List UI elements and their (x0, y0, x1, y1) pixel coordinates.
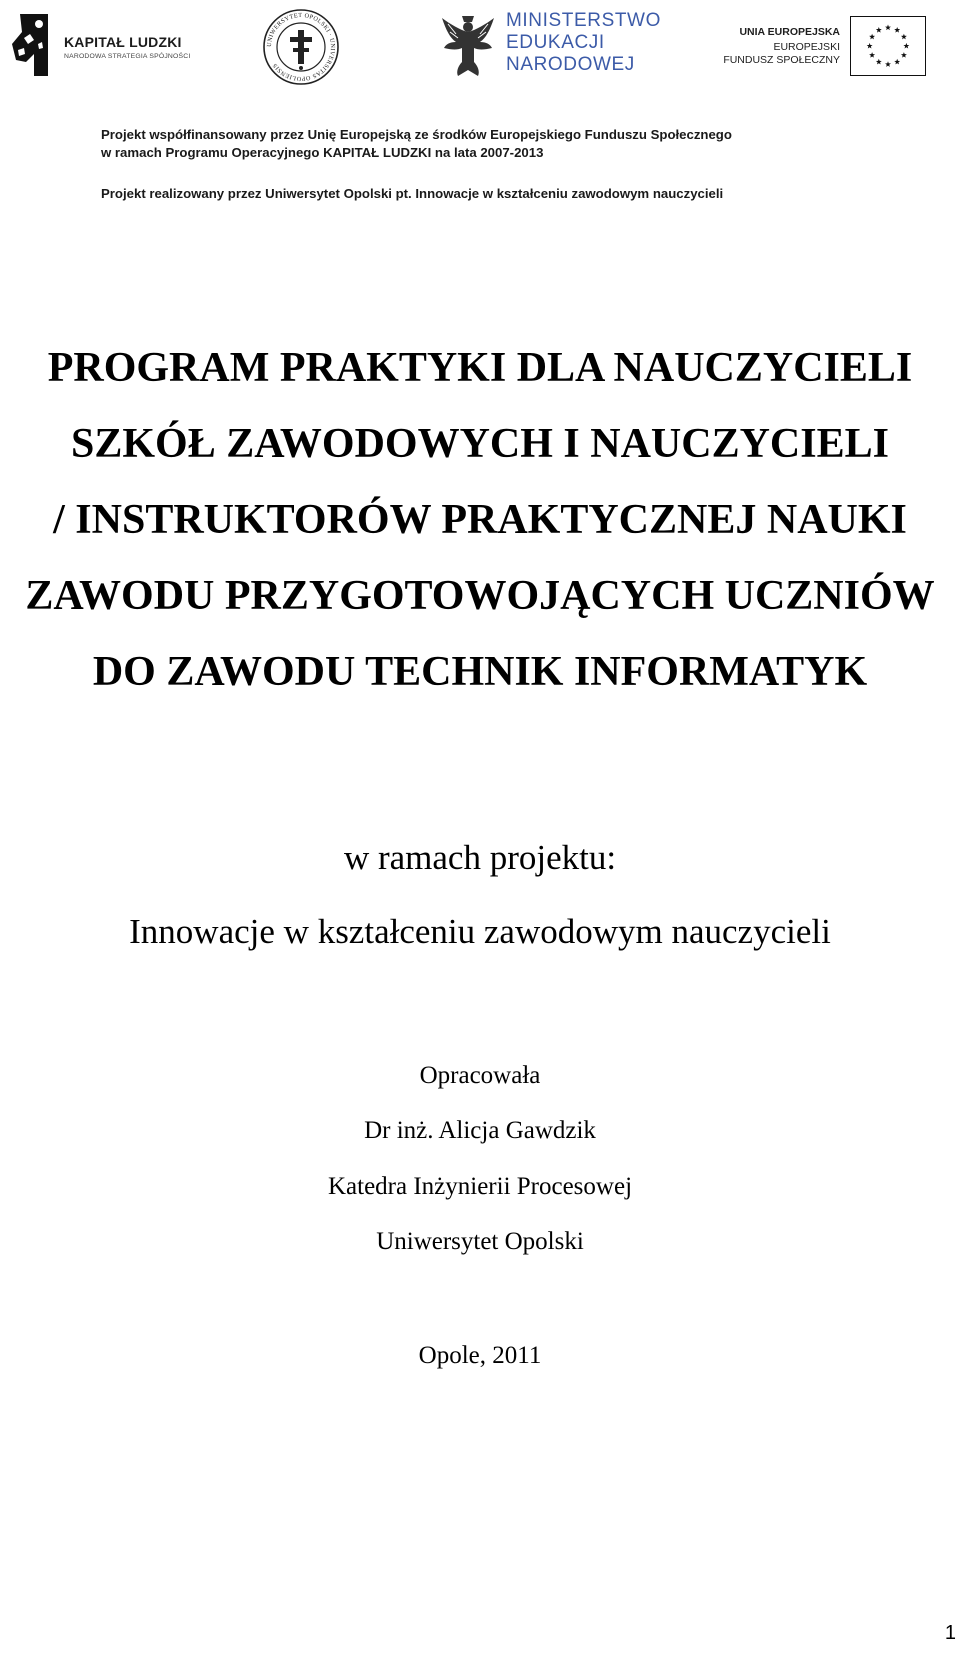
university-seal-text: UNIWERSYTET OPOLSKI · UNIVERSITAS OPOLIENSIS (265, 11, 337, 83)
eu-line-3: FUNDUSZ SPOŁECZNY (723, 54, 840, 66)
eu-flag-stars-icon (850, 16, 926, 76)
university-seal-icon (262, 8, 340, 86)
document-title-line: DO ZAWODU TECHNIK INFORMATYK (92, 649, 868, 695)
author-university: Uniwersytet Opolski (376, 1228, 584, 1255)
document-title-line: PROGRAM PRAKTYKI DLA NAUCZYCIELI (47, 345, 913, 391)
eu-star-icon (894, 59, 900, 65)
document-title-line: ZAWODU PRZYGOTOWOJĄCYCH UCZNIÓW (25, 573, 935, 619)
ministerstwo-line-1: MINISTERSTWO (506, 10, 661, 31)
eu-star-icon (885, 61, 891, 67)
kapital-ludzki-logo (12, 10, 207, 82)
polish-eagle-icon (440, 12, 496, 78)
subtitle-intro: w ramach projektu: (343, 838, 617, 877)
author-name: Dr inż. Alicja Gawdzik (364, 1117, 596, 1144)
author-label: Opracowała (419, 1062, 541, 1089)
place-and-date: Opole, 2011 (418, 1342, 542, 1369)
kapital-ludzki-mark-icon (12, 14, 48, 76)
unia-europejska-logo (720, 10, 926, 82)
project-realization-line: Projekt realizowany przez Uniwersytet Opolski pt. Innowacje w kształceniu zawodowym nauczycieli (101, 186, 724, 201)
eu-star-icon (876, 59, 882, 65)
document-title-line: / INSTRUKTORÓW PRAKTYCZNEJ NAUKI (53, 497, 907, 543)
project-program-line: w ramach Programu Operacyjnego KAPITAŁ LUDZKI na lata 2007-2013 (101, 145, 544, 160)
eu-line-2: EUROPEJSKI (773, 41, 840, 53)
eu-star-icon (903, 43, 909, 49)
document-title-line: SZKÓŁ ZAWODOWYCH I NAUCZYCIELI (71, 421, 889, 467)
subtitle-project-name: Innowacje w kształceniu zawodowym nauczycieli (129, 912, 831, 951)
eu-star-icon (869, 52, 875, 58)
ministerstwo-line-3: NARODOWEJ (506, 54, 635, 75)
ministerstwo-line-2: EDUKACJI (506, 32, 605, 53)
eu-line-1: UNIA EUROPEJSKA (739, 26, 840, 38)
eu-star-icon (876, 27, 882, 33)
eu-star-icon (901, 34, 907, 40)
eu-star-icon (867, 43, 873, 49)
eu-star-icon (885, 25, 891, 31)
eu-star-icon (901, 52, 907, 58)
page-number: 1 (944, 1622, 956, 1644)
kapital-ludzki-title: KAPITAŁ LUDZKI (64, 34, 182, 50)
kapital-ludzki-subtitle: NARODOWA STRATEGIA SPÓJNOŚCI (64, 53, 191, 60)
ministerstwo-logo (440, 10, 680, 82)
eu-star-icon (894, 27, 900, 33)
project-cofinancing-line: Projekt współfinansowany przez Unię Europejską ze środków Europejskiego Funduszu Społecznego (101, 127, 732, 142)
author-department: Katedra Inżynierii Procesowej (327, 1173, 633, 1200)
eu-star-icon (869, 34, 875, 40)
